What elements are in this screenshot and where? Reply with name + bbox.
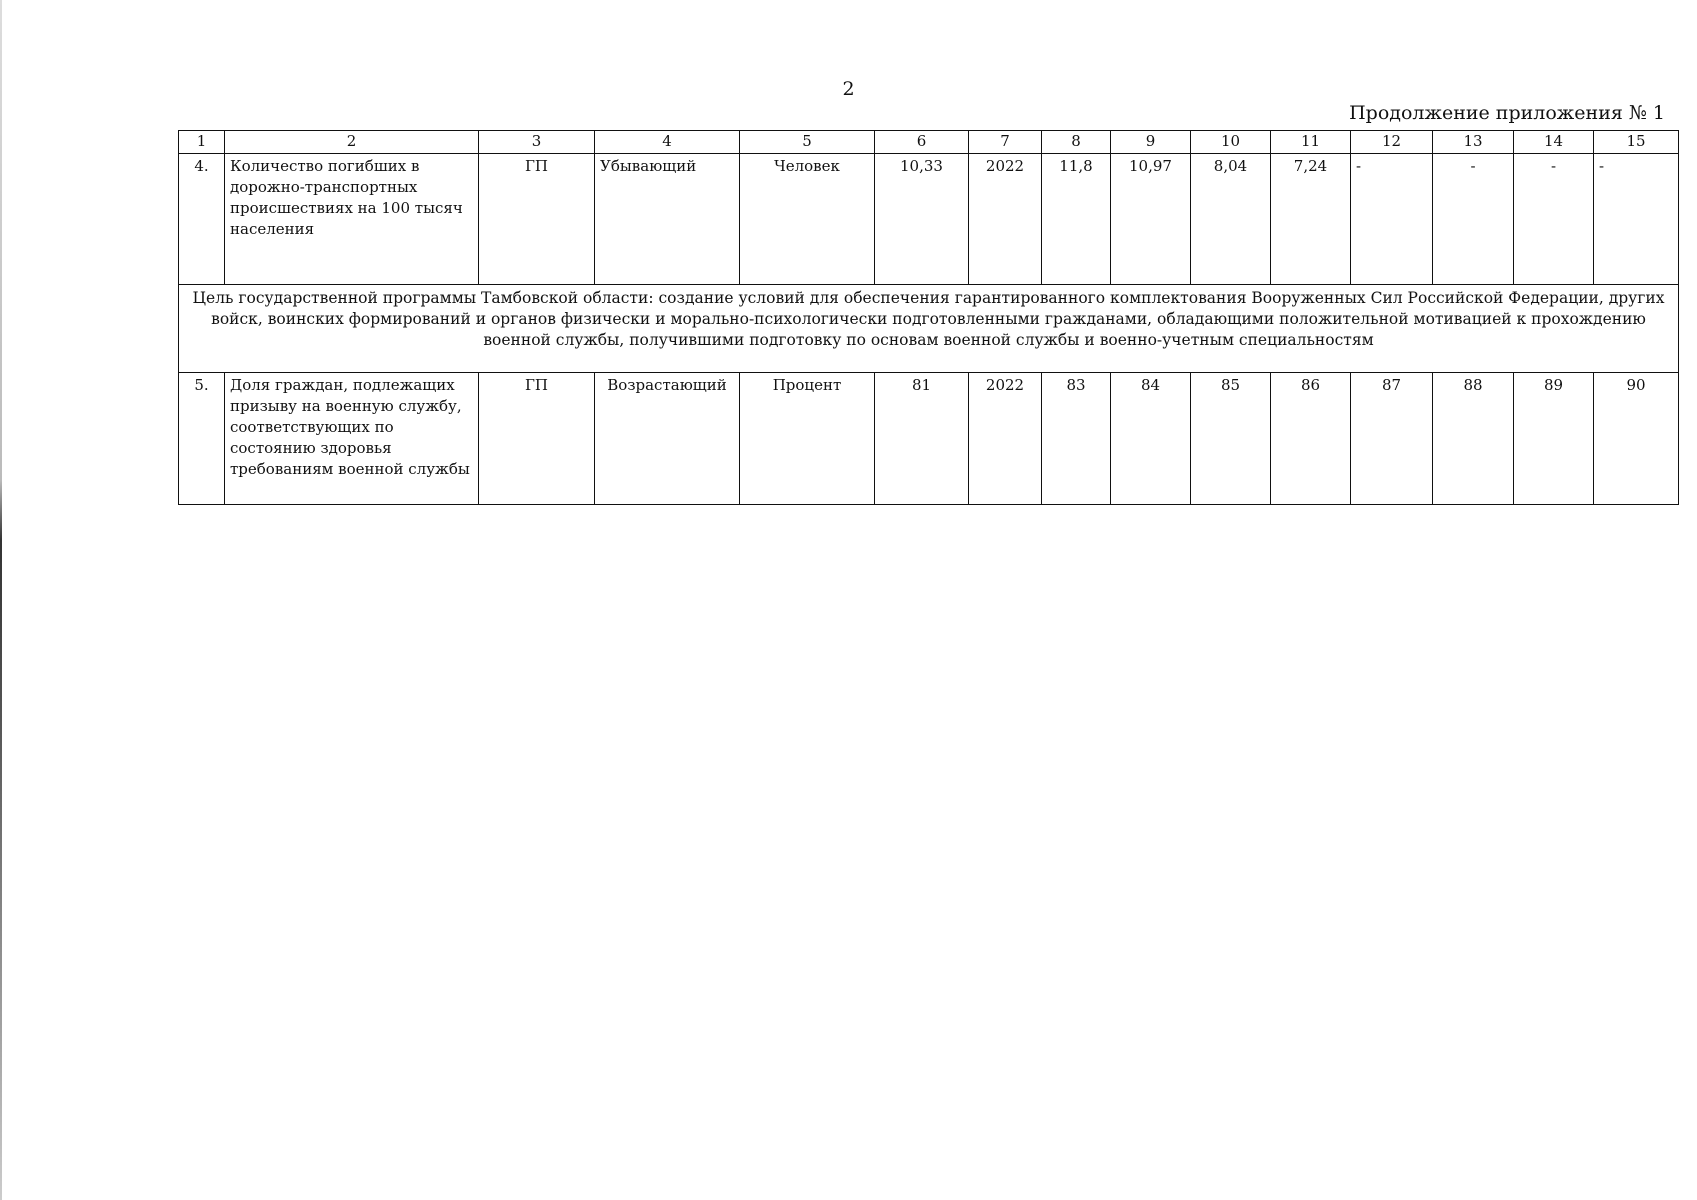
- table-header-row: [179, 131, 1679, 154]
- header-cell: 1: [179, 131, 225, 154]
- value-cell: -: [1433, 154, 1514, 285]
- header-cell: 7: [969, 131, 1042, 154]
- continuation-label: Продолжение приложения № 1: [1349, 102, 1665, 124]
- base-year-cell: 2022: [969, 373, 1042, 505]
- header-cell: 3: [479, 131, 595, 154]
- header-cell: 9: [1111, 131, 1191, 154]
- value-cell: 8,04: [1191, 154, 1271, 285]
- value-cell: 89: [1514, 373, 1594, 505]
- base-value-cell: 10,33: [875, 154, 969, 285]
- value-cell: 84: [1111, 373, 1191, 505]
- header-cell: 2: [225, 131, 479, 154]
- header-cell: 8: [1042, 131, 1111, 154]
- header-cell: 12: [1351, 131, 1433, 154]
- trend-cell: Возрастающий: [595, 373, 740, 505]
- base-value-cell: 81: [875, 373, 969, 505]
- base-year-cell: 2022: [969, 154, 1042, 285]
- unit-cell: Процент: [740, 373, 875, 505]
- header-cell: 14: [1514, 131, 1594, 154]
- page-number: 2: [842, 78, 855, 100]
- header-cell: 6: [875, 131, 969, 154]
- table-row: [179, 373, 1679, 505]
- program-goal-text: Цель государственной программы Тамбовской области: создание условий для обеспечения гарантированного комплектования Вооруженных Сил Российской Федерации, других войск, воинских формирований и органов физически и морально-психологически подготовленными гражданами, обладающими положительной мотивацией к прохождению военной службы, получившими подготовку по основам военной службы и военно-учетным специальностям: [179, 285, 1679, 373]
- value-cell: 7,24: [1271, 154, 1351, 285]
- value-cell: -: [1514, 154, 1594, 285]
- row-index: 4.: [179, 154, 225, 285]
- header-cell: 13: [1433, 131, 1514, 154]
- value-cell: 88: [1433, 373, 1514, 505]
- value-cell: 10,97: [1111, 154, 1191, 285]
- value-cell: 90: [1594, 373, 1679, 505]
- value-cell: -: [1594, 154, 1679, 285]
- value-cell: 87: [1351, 373, 1433, 505]
- value-cell: 83: [1042, 373, 1111, 505]
- level-cell: ГП: [479, 154, 595, 285]
- value-cell: 85: [1191, 373, 1271, 505]
- header-cell: 15: [1594, 131, 1679, 154]
- header-cell: 4: [595, 131, 740, 154]
- header-cell: 11: [1271, 131, 1351, 154]
- trend-cell: Убывающий: [595, 154, 740, 285]
- value-cell: -: [1351, 154, 1433, 285]
- unit-cell: Человек: [740, 154, 875, 285]
- value-cell: 11,8: [1042, 154, 1111, 285]
- header-cell: 10: [1191, 131, 1271, 154]
- value-cell: 86: [1271, 373, 1351, 505]
- row-index: 5.: [179, 373, 225, 505]
- level-cell: ГП: [479, 373, 595, 505]
- indicators-table: [178, 130, 1679, 505]
- table-row: [179, 154, 1679, 285]
- goal-row: [179, 285, 1679, 373]
- header-cell: 5: [740, 131, 875, 154]
- scan-edge: [0, 0, 2, 1200]
- indicator-name: Доля граждан, подлежащих призыву на военную службу, соответствующих по состоянию здоровья требованиям военной службы: [225, 373, 479, 505]
- indicator-name: Количество погибших в дорожно-транспортных происшествиях на 100 тысяч населения: [225, 154, 479, 285]
